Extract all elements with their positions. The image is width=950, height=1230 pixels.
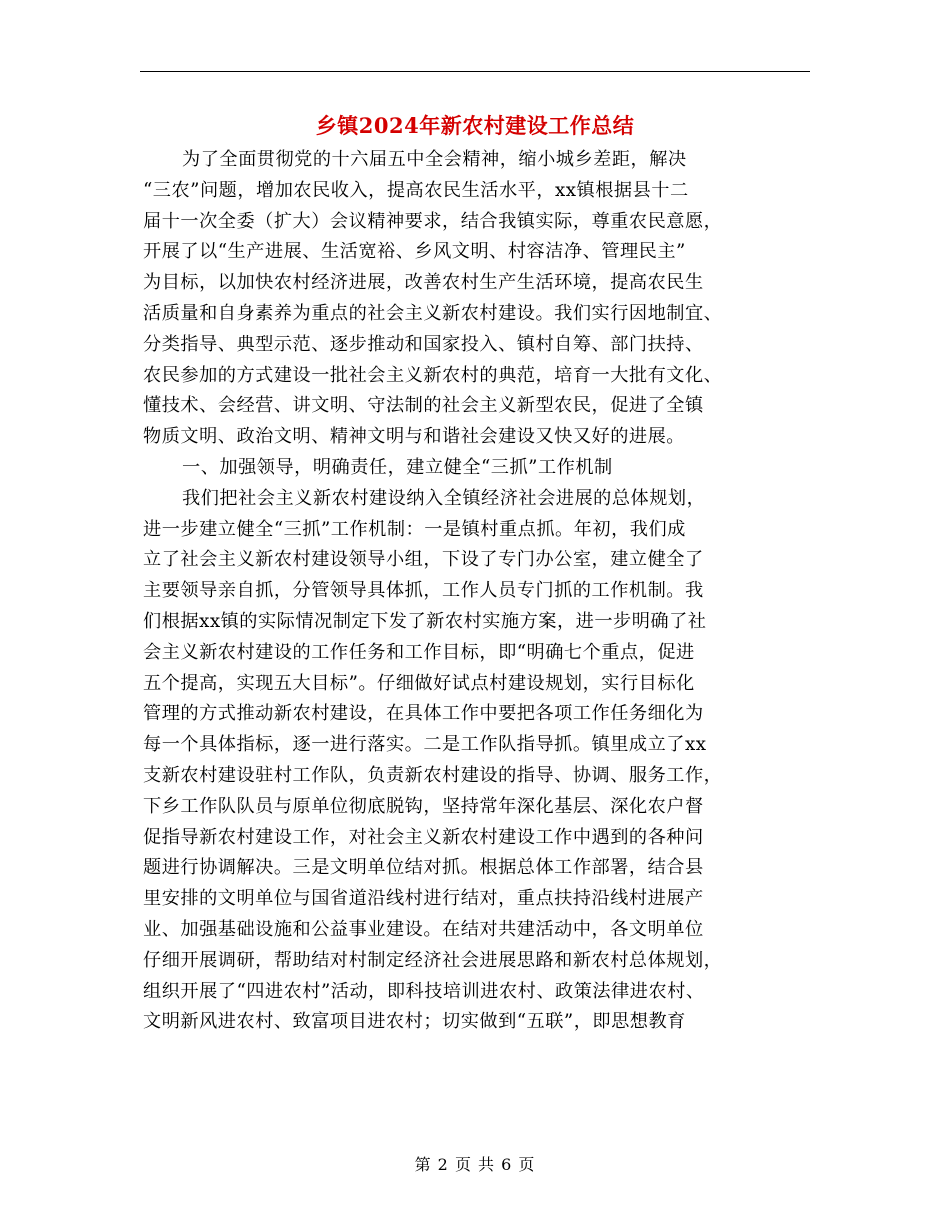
page-footer: 第 2 页 共 6 页 (414, 1155, 536, 1174)
text-line: 里安排的文明单位与国省道沿线村进行结对，重点扶持沿线村进展产 (143, 888, 704, 910)
text-line: “三农”问题，增加农民收入，提高农民生活水平，xx镇根据县十二 (143, 179, 689, 201)
text-line: 开展了以“生产进展、生活宽裕、乡风文明、村容洁净、管理民主” (143, 241, 686, 263)
text-line: 仔细开展调研，帮助结对村制定经济社会进展思路和新农村总体规划， (143, 949, 723, 971)
text-line: 文明新风进农村、致富项目进农村；切实做到“五联”，即思想教育 (143, 1011, 686, 1033)
document-title: 乡镇2024年新农村建设工作总结 (315, 113, 635, 138)
text-line: 促指导新农村建设工作，对社会主义新农村建设工作中遇到的各种问 (143, 826, 704, 848)
text-line: 下乡工作队队员与原单位彻底脱钩，坚持常年深化基层、深化农户督 (143, 795, 704, 817)
text-line: 一、加强领导，明确责任，建立健全“三抓”工作机制 (182, 456, 613, 478)
text-line: 进一步建立健全“三抓”工作机制：一是镇村重点抓。年初，我们成 (143, 518, 686, 540)
text-line: 分类指导、典型示范、逐步推动和国家投入、镇村自筹、部门扶持、 (143, 333, 704, 355)
text-line: 农民参加的方式建设一批社会主义新农村的典范，培育一大批有文化、 (143, 364, 723, 386)
text-line: 立了社会主义新农村建设领导小组，下设了专门办公室，建立健全了 (143, 549, 704, 571)
text-line: 懂技术、会经营、讲文明、守法制的社会主义新型农民，促进了全镇 (143, 395, 704, 417)
text-line: 为了全面贯彻党的十六届五中全会精神，缩小城乡差距，解决 (182, 149, 687, 170)
text-line: 题进行协调解决。三是文明单位结对抓。根据总体工作部署，结合县 (143, 857, 704, 879)
text-line: 会主义新农村建设的工作任务和工作目标，即“明确七个重点，促进 (143, 641, 695, 663)
text-line: 每一个具体指标，逐一进行落实。二是工作队指导抓。镇里成立了xx (143, 734, 707, 756)
text-line: 组织开展了“四进农村”活动，即科技培训进农村、政策法律进农村、 (143, 980, 705, 1002)
text-line: 支新农村建设驻村工作队，负责新农村建设的指导、协调、服务工作， (143, 764, 723, 786)
text-line: 为目标，以加快农村经济进展，改善农村生产生活环境，提高农民生 (143, 272, 704, 294)
text-line: 活质量和自身素养为重点的社会主义新农村建设。我们实行因地制宜、 (143, 302, 723, 324)
text-line: 业、加强基础设施和公益事业建设。在结对共建活动中，各文明单位 (143, 918, 704, 940)
document-body (143, 145, 815, 1038)
text-line: 五个提高，实现五大目标”。仔细做好试点村建设规划，实行目标化 (143, 672, 695, 694)
text-line: 届十一次全委（扩大）会议精神要求，结合我镇实际，尊重农民意愿， (143, 210, 723, 232)
text-line: 管理的方式推动新农村建设，在具体工作中要把各项工作任务细化为 (143, 703, 704, 725)
text-line: 物质文明、政治文明、精神文明与和谐社会建设又快又好的进展。 (143, 426, 685, 448)
header-rule (140, 71, 810, 72)
text-line: 主要领导亲自抓，分管领导具体抓，工作人员专门抓的工作机制。我 (143, 580, 704, 602)
text-line: 们根据xx镇的实际情况制定下发了新农村实施方案，进一步明确了社 (143, 610, 707, 632)
text-line: 我们把社会主义新农村建设纳入全镇经济社会进展的总体规划， (182, 487, 706, 509)
